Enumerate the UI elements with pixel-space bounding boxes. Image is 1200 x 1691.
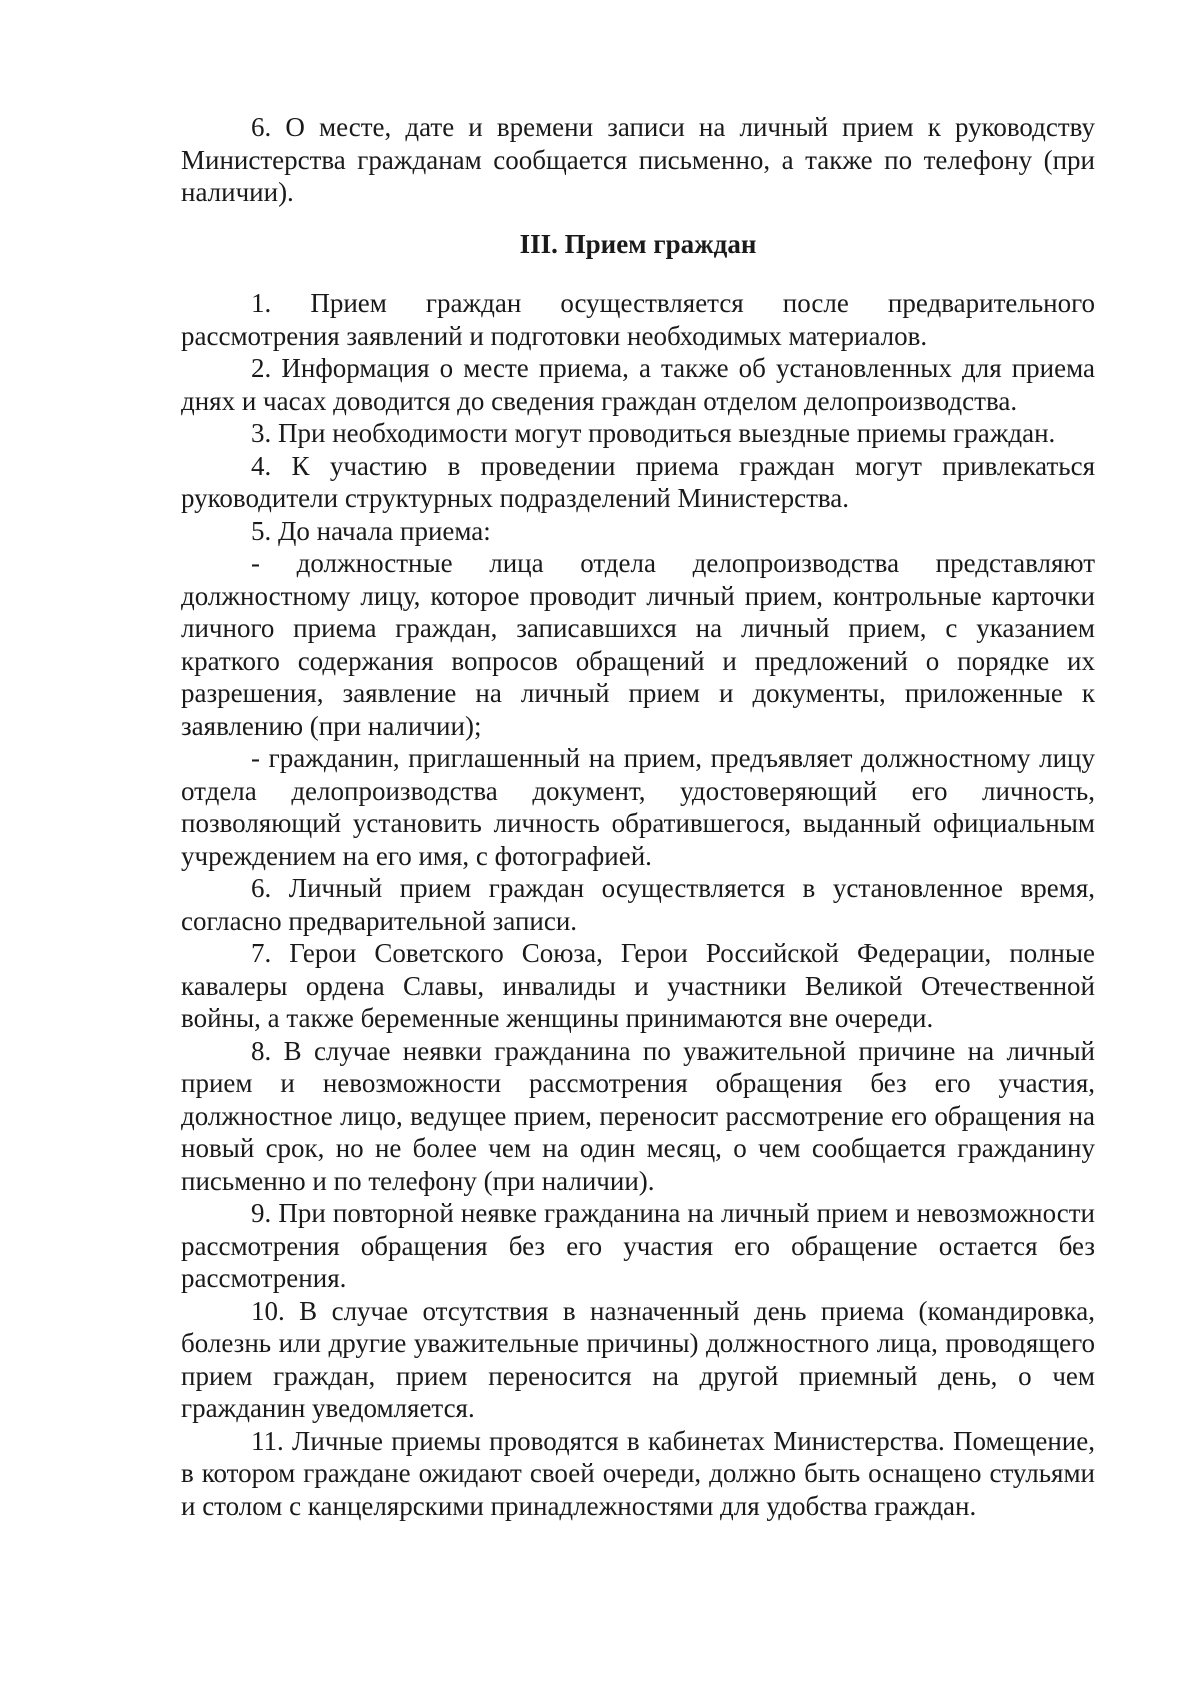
intro-paragraph-6: 6. О месте, дате и времени записи на личный прием к руководству Министерства гражданам сообщается письменно, а также по телефону (при наличии). bbox=[181, 112, 1095, 207]
paragraph-2: 2. Информация о месте приема, а также об установленных для приема днях и часах доводится до сведения граждан отделом делопроизводства. bbox=[181, 353, 1095, 416]
paragraph-3: 3. При необходимости могут проводиться выездные приемы граждан. bbox=[251, 418, 1056, 448]
section-heading-block bbox=[181, 228, 1095, 261]
paragraph-8: 8. В случае неявки гражданина по уважительной причине на личный прием и невозможности рассмотрения обращения без его участия, должностное лицо, ведущее прием, переносит рассмотрение его обращения на новый срок, но не более чем на один месяц, о чем сообщается гражданину письменно и по телефону (при наличии). bbox=[181, 1035, 1095, 1196]
paragraph-5: 5. До начала приема: bbox=[251, 515, 491, 546]
paragraph-4: 4. К участию в проведении приема граждан могут привлекаться руководители структурных подразделений Министерства. bbox=[181, 450, 1095, 513]
paragraph-10: 10. В случае отсутствия в назначенный день приема (командировка, болезнь или другие уважительные причины) должностного лица, проводящего прием граждан, прием переносится на другой приемный день, о чем гражданин уведомляется. bbox=[181, 1295, 1095, 1423]
section-title: III. Прием граждан bbox=[519, 229, 757, 259]
list-item-officials: - должностные лица отдела делопроизводства представляют должностному лицу, которое проводит личный прием, контрольные карточки личного приема граждан, записавшихся на личный прием, с указанием краткого содержания вопросов обращений и предложений о порядке их разрешения, заявление на личный прием и документы, приложенные к заявлению (при наличии); bbox=[181, 548, 1095, 741]
paragraph-1: 1. Прием граждан осуществляется после предварительного рассмотрения заявлений и подготовки необходимых материалов. bbox=[181, 288, 1095, 351]
paragraph-7: 7. Герои Советского Союза, Герои Российской Федерации, полные кавалеры ордена Славы, инвалиды и участники Великой Отечественной войны, а также беременные женщины принимаются вне очереди. bbox=[181, 938, 1095, 1033]
paragraph-9: 9. При повторной неявке гражданина на личный прием и невозможности рассмотрения обращения без его участия его обращение остается без рассмотрения. bbox=[181, 1198, 1095, 1293]
section-body bbox=[181, 287, 1095, 1522]
paragraph-11: 11. Личные приемы проводятся в кабинетах Министерства. Помещение, в котором граждане ожидают своей очереди, должно быть оснащено стульями и столом с канцелярскими принадлежностями для удобства граждан. bbox=[181, 1425, 1095, 1521]
intro-block bbox=[181, 111, 1095, 209]
list-item-citizen: - гражданин, приглашенный на прием, предъявляет должностному лицу отдела делопроизводства документ, удостоверяющий его личность, позволяющий установить личность обратившегося, выданный официальным учреждением на его имя, с фотографией. bbox=[181, 743, 1095, 871]
paragraph-6: 6. Личный прием граждан осуществляется в установленное время, согласно предварительной записи. bbox=[181, 873, 1095, 936]
